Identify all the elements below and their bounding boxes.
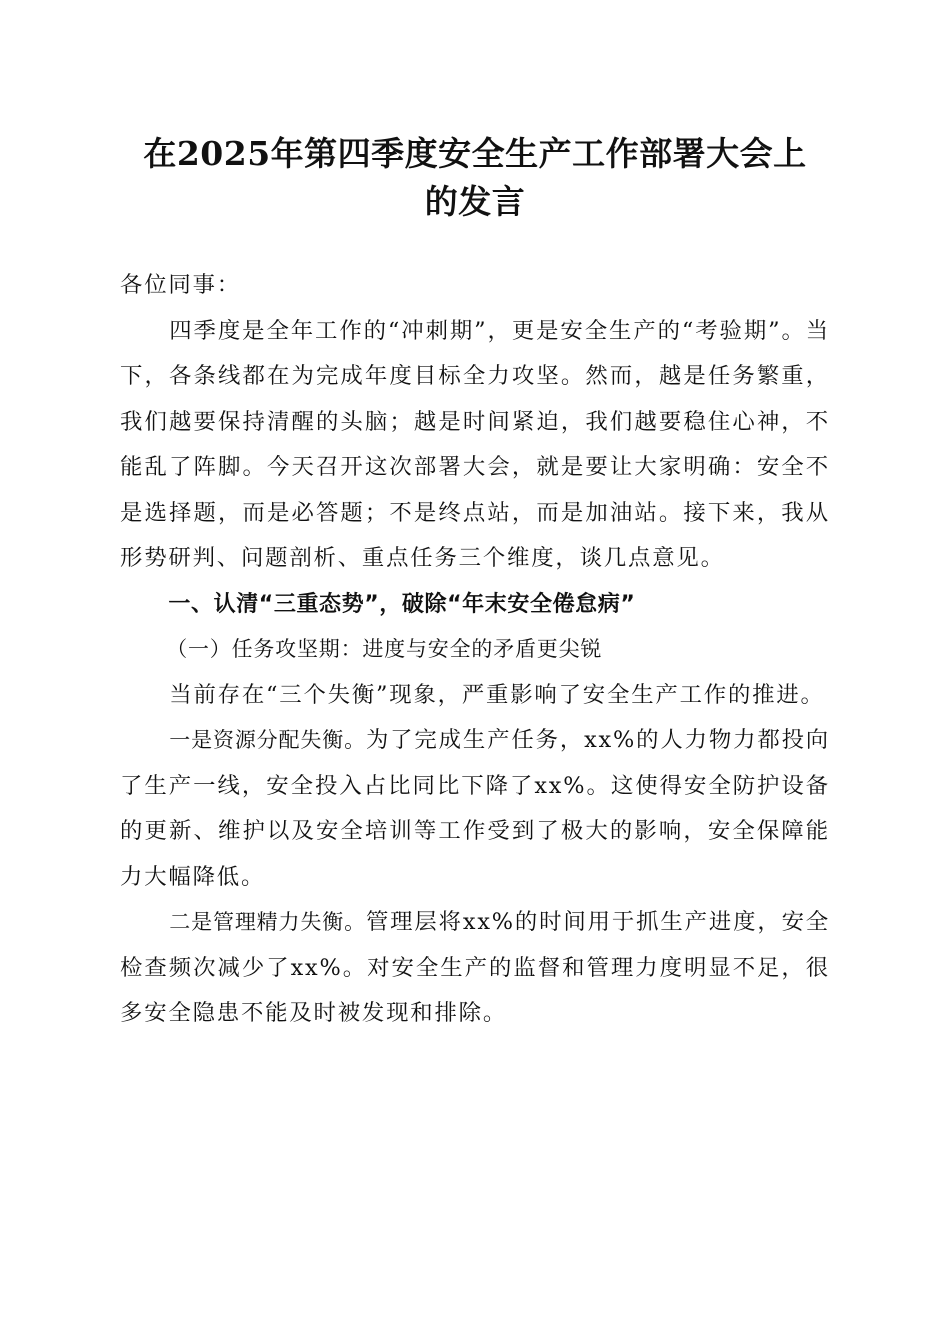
point-2-text: 管理层将xx%的时间用于抓生产进度，安全检查频次减少了xx%。对安全生产的监督和管理力度明显不足，很多安全隐患不能及时被发现和排除。 bbox=[120, 909, 830, 1026]
point-1-text: 为了完成生产任务，xx%的人力物力都投向了生产一线，安全投入占比同比下降了xx%。这使得安全防护设备的更新、维护以及安全培训等工作受到了极大的影响，安全保障能力大幅降低。 bbox=[120, 727, 830, 890]
subsection-heading-1: （一）任务攻坚期：进度与安全的矛盾更尖锐 bbox=[166, 637, 603, 661]
title-line-2: 的发言 bbox=[424, 182, 526, 221]
point-2-lead: 二是管理精力失衡。 bbox=[169, 910, 366, 934]
intro-paragraph: 四季度是全年工作的“冲刺期”，更是安全生产的“考验期”。当下，各条线都在为完成年度目标全力攻坚。然而，越是任务繁重，我们越要保持清醒的头脑；越是时间紧迫，我们越要稳住心神，不能乱了阵脚。今天召开这次部署大会，就是要让大家明确：安全不是选择题，而是必答题；不是终点站，而是加油站。接下来，我从形势研判、问题剖析、重点任务三个维度，谈几点意见。 bbox=[120, 317, 830, 571]
point-1-paragraph bbox=[120, 718, 830, 900]
section-heading-1: 一、认清“三重态势”，破除“年末安全倦怠病” bbox=[168, 591, 636, 617]
point-1-lead: 一是资源分配失衡。 bbox=[169, 728, 366, 752]
imbalance-paragraph: 当前存在“三个失衡”现象，严重影响了安全生产工作的推进。 bbox=[169, 681, 825, 708]
document-title bbox=[120, 130, 830, 226]
document-body bbox=[120, 263, 830, 1037]
salutation: 各位同事： bbox=[120, 272, 241, 298]
title-line-1: 在2025年第四季度安全生产工作部署大会上 bbox=[143, 134, 807, 173]
point-2-paragraph bbox=[120, 900, 830, 1037]
